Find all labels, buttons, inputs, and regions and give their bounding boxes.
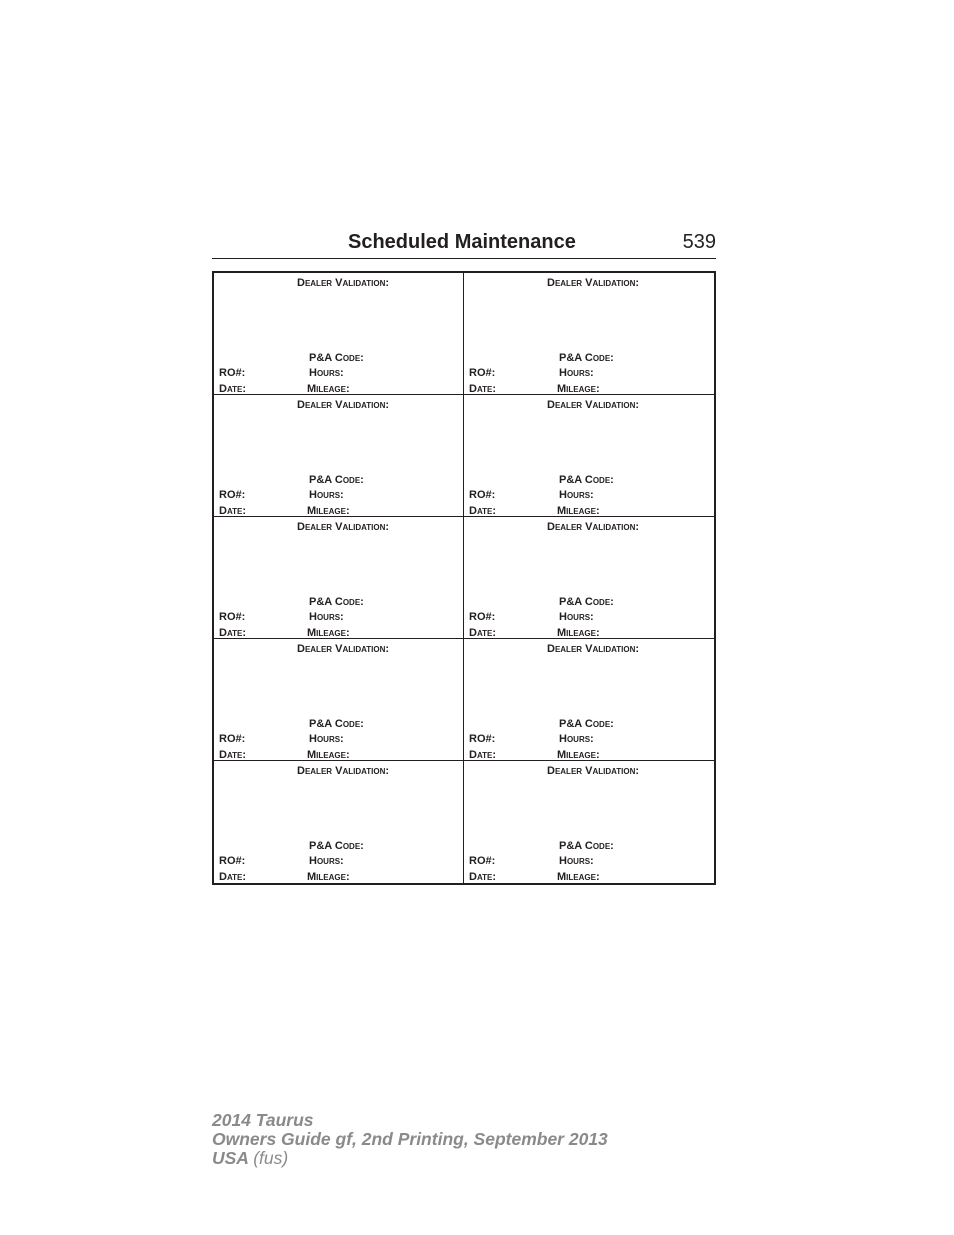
hours-label: Hours: [309, 489, 344, 501]
maintenance-record-grid [212, 271, 716, 885]
mileage-label: Mileage: [557, 749, 600, 761]
page-number: 539 [682, 231, 716, 253]
ro-label: RO#: [219, 489, 246, 501]
record-cell [214, 761, 464, 883]
hours-label: Hours: [559, 611, 594, 623]
mileage-label: Mileage: [557, 505, 600, 517]
dealer-validation-label: Dealer Validation: [297, 521, 390, 533]
record-cell [464, 761, 714, 883]
document-footer [212, 1111, 608, 1168]
dealer-validation-label: Dealer Validation: [297, 277, 390, 289]
dealer-validation-label: Dealer Validation: [297, 399, 390, 411]
record-cell [214, 639, 464, 761]
dealer-validation-label: Dealer Validation: [547, 277, 640, 289]
dealer-validation-label: Dealer Validation: [297, 765, 390, 777]
footer-edition-line: Owners Guide gf, 2nd Printing, September 2013 [212, 1129, 608, 1149]
mileage-label: Mileage: [307, 627, 350, 639]
hours-label: Hours: [559, 855, 594, 867]
mileage-label: Mileage: [557, 871, 600, 883]
date-label: Date: [469, 749, 497, 761]
date-label: Date: [219, 627, 247, 639]
date-label: Date: [469, 871, 497, 883]
pa-code-label: P&A Code: [309, 352, 364, 364]
record-cell [214, 517, 464, 639]
dealer-validation-label: Dealer Validation: [547, 765, 640, 777]
hours-label: Hours: [309, 855, 344, 867]
pa-code-label: P&A Code: [559, 840, 614, 852]
pa-code-label: P&A Code: [309, 840, 364, 852]
dealer-validation-label: Dealer Validation: [547, 643, 640, 655]
date-label: Date: [219, 383, 247, 395]
date-label: Date: [219, 505, 247, 517]
pa-code-label: P&A Code: [559, 596, 614, 608]
record-cell [464, 639, 714, 761]
dealer-validation-label: Dealer Validation: [297, 643, 390, 655]
mileage-label: Mileage: [307, 383, 350, 395]
pa-code-label: P&A Code: [559, 352, 614, 364]
record-cell [214, 395, 464, 517]
mileage-label: Mileage: [307, 871, 350, 883]
record-cell [464, 517, 714, 639]
page-header [212, 228, 716, 259]
ro-label: RO#: [469, 367, 496, 379]
mileage-label: Mileage: [557, 627, 600, 639]
hours-label: Hours: [559, 367, 594, 379]
ro-label: RO#: [469, 733, 496, 745]
mileage-label: Mileage: [307, 749, 350, 761]
ro-label: RO#: [219, 855, 246, 867]
footer-region: USA [212, 1148, 249, 1168]
ro-label: RO#: [219, 611, 246, 623]
hours-label: Hours: [309, 611, 344, 623]
mileage-label: Mileage: [307, 505, 350, 517]
mileage-label: Mileage: [557, 383, 600, 395]
ro-label: RO#: [219, 367, 246, 379]
ro-label: RO#: [219, 733, 246, 745]
pa-code-label: P&A Code: [559, 718, 614, 730]
ro-label: RO#: [469, 489, 496, 501]
hours-label: Hours: [559, 733, 594, 745]
pa-code-label: P&A Code: [309, 596, 364, 608]
hours-label: Hours: [309, 733, 344, 745]
dealer-validation-label: Dealer Validation: [547, 521, 640, 533]
date-label: Date: [219, 749, 247, 761]
ro-label: RO#: [469, 611, 496, 623]
footer-model-line: 2014 Taurus [212, 1110, 314, 1130]
record-cell [464, 395, 714, 517]
dealer-validation-label: Dealer Validation: [547, 399, 640, 411]
date-label: Date: [219, 871, 247, 883]
section-title: Scheduled Maintenance [348, 231, 576, 253]
hours-label: Hours: [309, 367, 344, 379]
record-cell [214, 273, 464, 395]
pa-code-label: P&A Code: [309, 718, 364, 730]
pa-code-label: P&A Code: [309, 474, 364, 486]
footer-region-code: (fus) [253, 1148, 289, 1168]
ro-label: RO#: [469, 855, 496, 867]
record-cell [464, 273, 714, 395]
date-label: Date: [469, 505, 497, 517]
date-label: Date: [469, 383, 497, 395]
pa-code-label: P&A Code: [559, 474, 614, 486]
footer-region-line [212, 1149, 608, 1168]
hours-label: Hours: [559, 489, 594, 501]
date-label: Date: [469, 627, 497, 639]
